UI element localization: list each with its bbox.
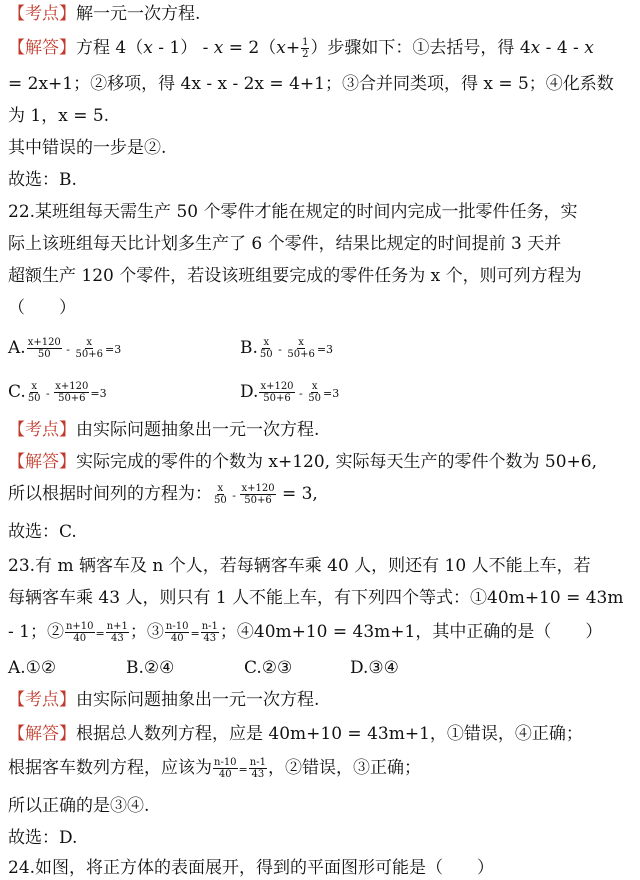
- op: =: [95, 627, 105, 640]
- q23-jieda-text: 根据总人数列方程，应是 40m+10 = 43m+1，①错误，④正确；: [76, 724, 583, 744]
- frac-num: x+120: [55, 381, 89, 392]
- frac-den: 50: [259, 349, 273, 360]
- q21-jieda-a: 方程 4（: [76, 38, 144, 58]
- var-x: x: [276, 38, 286, 58]
- q21-jieda-d: +: [285, 38, 301, 58]
- frac-num: x: [263, 337, 270, 348]
- rhs: =3: [316, 343, 334, 356]
- q22-equation-line: [8, 482, 318, 508]
- q23-option-b: B.②④: [126, 658, 175, 678]
- frac-num: n+1: [106, 621, 128, 632]
- q22-jieda-line: [8, 450, 597, 474]
- q23-line-3: [8, 620, 602, 646]
- q21-kaodian-text: 解一元一次方程.: [76, 4, 201, 24]
- q22-line-3: 超额生产 120 个零件，若设该班组要完成的零件任务为 x 个，则可列方程为: [8, 266, 582, 286]
- frac-num: x+120: [260, 381, 294, 392]
- frac-num: n+10: [65, 621, 94, 632]
- q21-jieda-c: = 2（: [223, 38, 277, 58]
- q23-kaodian-text: 由实际问题抽象出一元一次方程.: [76, 690, 320, 710]
- fraction: [27, 381, 42, 404]
- fraction: [249, 757, 267, 780]
- frac-num: n-10: [214, 757, 237, 768]
- jieda-tag: 【解答】: [8, 724, 76, 744]
- q23-b-post: ，②错误，③正确；: [267, 758, 421, 778]
- op: -: [274, 343, 286, 356]
- q22-line-2: 际上该班组每天比计划多生产了 6 个零件，结果比规定的时间提前 3 天并: [8, 234, 562, 254]
- q21-answer: 故选：B.: [8, 170, 77, 190]
- q22-jieda-text: 实际完成的零件的个数为 x+120, 实际每天生产的零件个数为 50+6,: [76, 452, 597, 472]
- q23-l3b: ；③: [129, 622, 164, 642]
- frac-den: 43: [110, 633, 124, 644]
- q24-line-1: 24.如图，将正方体的表面展开，得到的平面图形可能是（ ）: [8, 858, 495, 878]
- rhs: =3: [104, 343, 122, 356]
- frac-num: 1: [302, 37, 309, 48]
- frac-den: 50: [308, 393, 321, 404]
- frac-den: 50+6: [75, 349, 103, 360]
- op: =: [190, 627, 200, 640]
- q23-l3a: - 1；②: [8, 622, 64, 642]
- q22-line-4: （ ）: [8, 298, 76, 318]
- frac-num: x: [298, 337, 304, 348]
- frac-num: n-1: [249, 757, 266, 768]
- q22-line-1: 22.某班组每天需生产 50 个零件才能在规定的时间内完成一批零件任务，实: [8, 202, 578, 222]
- fraction-half: [301, 37, 309, 60]
- frac-den: 50: [37, 349, 51, 360]
- option-label: B.: [240, 338, 258, 358]
- q23-answer: 故选：D.: [8, 828, 78, 848]
- frac-num: x: [31, 381, 37, 392]
- fraction: [259, 381, 294, 404]
- q22-eq-prefix: 所以根据时间列的方程为：: [8, 484, 212, 504]
- q21-jieda-e: ）步骤如下：①去括号，得 4: [310, 38, 531, 58]
- q22-option-a: [8, 336, 121, 362]
- q22-option-c: [8, 380, 107, 406]
- frac-num: n-10: [165, 621, 189, 632]
- option-label: C.: [8, 382, 26, 402]
- option-label: A.: [8, 338, 26, 358]
- fraction: [54, 381, 89, 404]
- op: -: [42, 387, 54, 400]
- fraction: [201, 621, 219, 644]
- frac-den: 50+6: [58, 393, 86, 404]
- q23-kaodian-line: [8, 688, 319, 712]
- q21-line-2: = 2x+1；②移项，得 4x - x - 2x = 4+1；③合并同类项，得 x = 5；④化系数: [8, 74, 614, 94]
- frac-den: 43: [251, 769, 265, 780]
- frac-den: 50+6: [263, 393, 291, 404]
- fraction: [27, 337, 62, 360]
- frac-num: n-1: [201, 621, 218, 632]
- q23-conclusion: 所以正确的是③④.: [8, 796, 150, 816]
- var-x: x: [143, 38, 153, 58]
- option-label: D.: [240, 382, 259, 402]
- frac-den: 50: [214, 495, 227, 506]
- fraction: [307, 381, 322, 404]
- frac-num: x+120: [241, 483, 275, 494]
- q22-kaodian-text: 由实际问题抽象出一元一次方程.: [76, 420, 320, 440]
- frac-den: 40: [218, 769, 232, 780]
- op: -: [295, 387, 307, 400]
- q23-b-pre: 根据客车数列方程，应该为: [8, 758, 212, 778]
- q21-kaodian-line: [8, 2, 200, 26]
- fraction: [213, 483, 228, 506]
- q23-option-a: A.①②: [8, 658, 57, 678]
- q21-jieda-f: - 4 -: [540, 38, 579, 58]
- frac-num: x: [311, 381, 318, 392]
- fraction: [213, 757, 238, 780]
- var-x: x: [213, 38, 224, 58]
- q21-line-3: 为 1，x = 5.: [8, 106, 110, 126]
- q23-option-d: D.③④: [350, 658, 399, 678]
- q21-line-4: 其中错误的一步是②.: [8, 138, 167, 158]
- frac-den: 40: [170, 633, 184, 644]
- q23-line-2: 每辆客车乘 43 人，则只有 1 人不能上车，有下列四个等式：①40m+10 = 43m: [8, 588, 624, 608]
- rhs: = 3,: [276, 484, 318, 504]
- fraction: [286, 337, 315, 360]
- q23-bus-line: [8, 756, 421, 782]
- op: -: [228, 489, 240, 502]
- var-x: x: [530, 38, 541, 58]
- jieda-tag: 【解答】: [8, 38, 76, 58]
- frac-den: 2: [302, 49, 309, 60]
- jieda-tag: 【解答】: [8, 452, 76, 472]
- q22-option-b: [240, 336, 333, 362]
- frac-den: 40: [73, 633, 87, 644]
- fraction: [165, 621, 190, 644]
- fraction: [259, 337, 274, 360]
- kaodian-tag: 【考点】: [8, 4, 76, 24]
- q21-jieda-line: [8, 36, 594, 60]
- fraction: [75, 337, 104, 360]
- rhs: =3: [90, 387, 107, 400]
- kaodian-tag: 【考点】: [8, 420, 76, 440]
- frac-den: 50: [27, 393, 41, 404]
- kaodian-tag: 【考点】: [8, 690, 76, 710]
- frac-num: x+120: [27, 337, 61, 348]
- q23-jieda-line: [8, 722, 583, 746]
- q22-answer: 故选：C.: [8, 522, 77, 542]
- q23-option-c: C.②③: [244, 658, 293, 678]
- q22-option-d: [240, 380, 339, 406]
- frac-num: x: [217, 483, 224, 494]
- q22-kaodian-line: [8, 418, 319, 442]
- fraction: [106, 621, 129, 644]
- q21-jieda-b: - 1） -: [152, 38, 209, 58]
- q23-line-1: 23.有 m 辆客车及 n 个人，若每辆客车乘 40 人，则还有 10 人不能上车，若: [8, 556, 591, 576]
- frac-den: 50+6: [287, 349, 315, 360]
- frac-den: 43: [203, 633, 217, 644]
- op: -: [62, 343, 74, 356]
- frac-den: 50+6: [244, 495, 272, 506]
- fraction: [65, 621, 95, 644]
- q23-l3c: ；④40m+10 = 43m+1，其中正确的是（ ）: [219, 622, 603, 642]
- var-x: x: [584, 38, 594, 58]
- frac-num: x: [86, 337, 93, 348]
- fraction: [240, 483, 275, 506]
- rhs: =3: [323, 387, 340, 400]
- op: =: [238, 763, 248, 776]
